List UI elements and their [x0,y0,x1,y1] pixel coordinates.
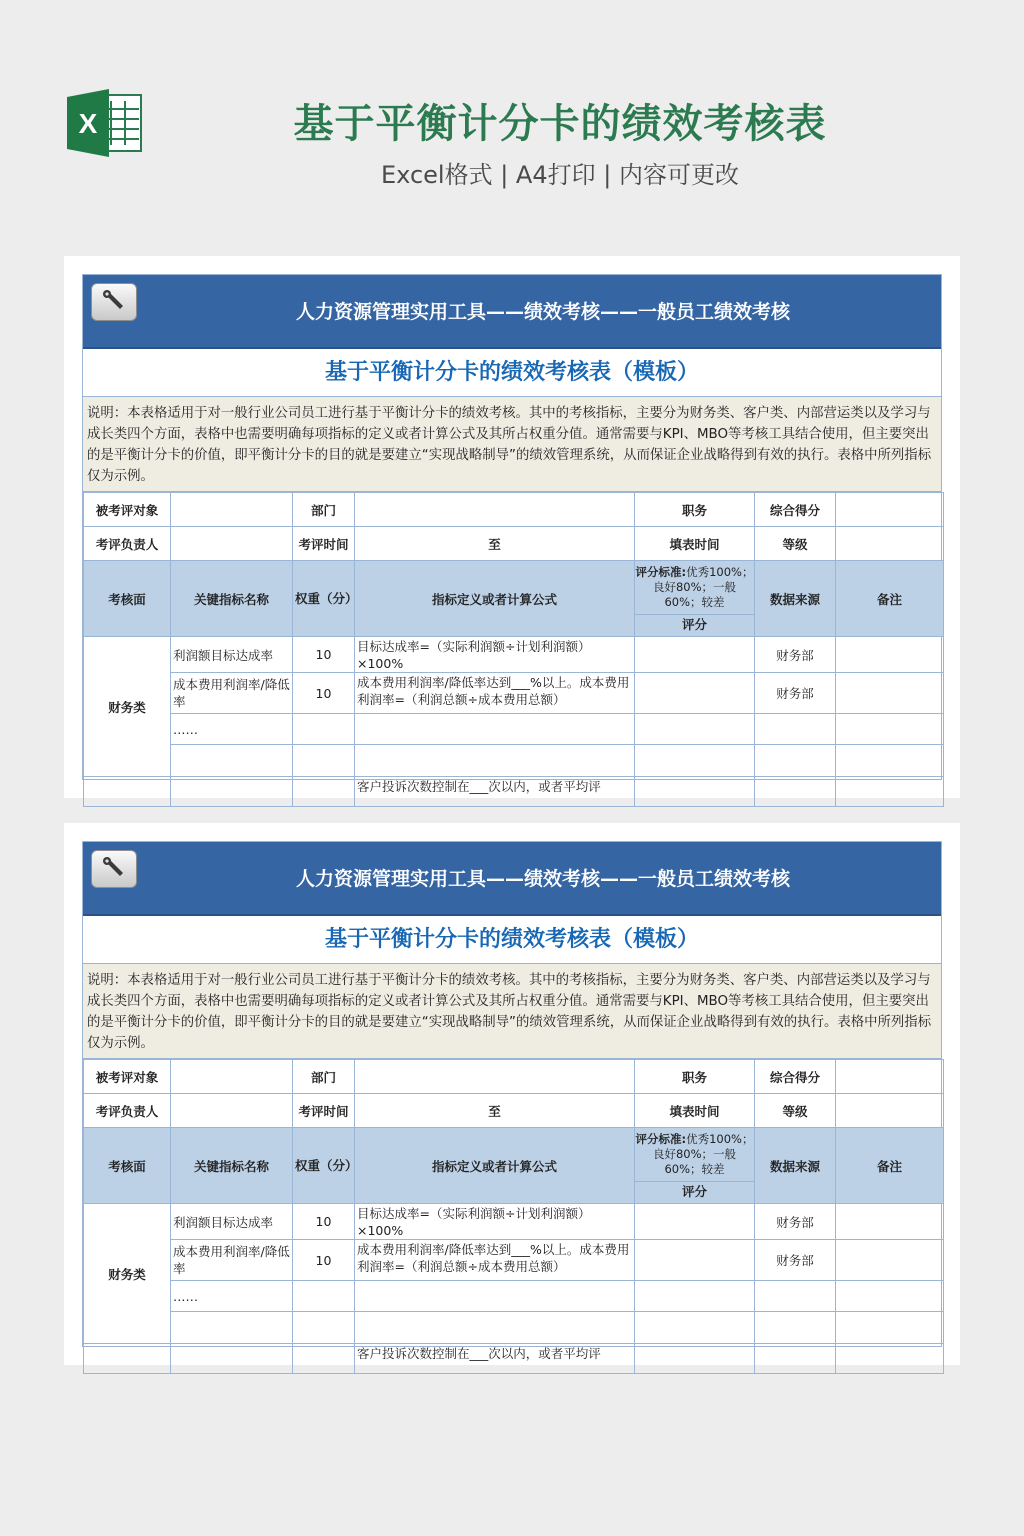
kpi-source [755,745,836,777]
kpi-source: 财务部 [755,1240,836,1281]
standard-cell [635,1130,754,1182]
label-period: 考评时间 [293,1094,355,1128]
col-score: 评分 [681,616,707,632]
standard-label: 评分标准: [635,564,687,579]
label-dept: 部门 [293,1060,355,1094]
kpi-name: 利润额目标达成率 [171,1204,293,1240]
kpi-formula [355,745,635,777]
kpi-formula: 成本费用利润率/降低率达到___%以上。成本费用利润率=（利润总额÷成本费用总额） [355,1240,635,1281]
col-weight: 权重（分） [293,1128,355,1204]
evaluatee-value[interactable] [171,493,293,527]
sheet-heading: 基于平衡计分卡的绩效考核表（模板） [83,916,941,964]
dept-value[interactable] [355,493,635,527]
score-cell[interactable] [635,673,755,714]
kpi-weight [293,745,355,777]
kpi-name: 利润额目标达成率 [171,637,293,673]
kpi-formula [355,714,635,745]
kpi-source: 财务部 [755,637,836,673]
label-position: 职务 [635,1060,755,1094]
col-kpi: 关键指标名称 [171,1128,293,1204]
remark-cell[interactable] [836,714,944,745]
total-score-value[interactable] [836,493,944,527]
wrench-icon [91,850,137,888]
evaluator-value[interactable] [171,1094,293,1128]
total-score-value[interactable] [836,1060,944,1094]
kpi-source [755,714,836,745]
evaluator-value[interactable] [171,527,293,561]
grade-value[interactable] [836,527,944,561]
kpi-weight: 10 [293,1204,355,1240]
kpi-source [755,1344,836,1374]
kpi-weight [293,1312,355,1344]
page-subtitle: Excel格式 | A4打印 | 内容可更改 [381,161,739,189]
kpi-formula-clipped: 客户投诉次数控制在___次以内，或者平均评 [355,777,635,807]
label-grade: 等级 [755,1094,836,1128]
kpi-weight: 10 [293,637,355,673]
label-fill-date: 填表时间 [635,527,755,561]
col-definition: 指标定义或者计算公式 [355,561,635,637]
kpi-formula: 成本费用利润率/降低率达到___%以上。成本费用利润率=（利润总额÷成本费用总额） [355,673,635,714]
kpi-weight [293,1344,355,1374]
kpi-name [171,745,293,777]
remark-cell[interactable] [836,1240,944,1281]
aspect-finance: 财务类 [84,637,171,777]
svg-text:X: X [78,108,98,139]
score-cell[interactable] [635,1344,755,1374]
kpi-table [83,492,944,807]
col-remark: 备注 [836,561,944,637]
kpi-name: …… [171,1281,293,1312]
label-total-score: 综合得分 [755,493,836,527]
label-to: 至 [355,527,635,561]
remark-cell[interactable] [836,637,944,673]
page-title: 基于平衡计分卡的绩效考核表 [293,101,827,147]
wrench-icon [91,283,137,321]
aspect-next [84,1344,171,1374]
sheet-description: 说明：本表格适用于对一般行业公司员工进行基于平衡计分卡的绩效考核。其中的考核指标，主要分为财务类、客户类、内部营运类以及学习与成长类四个方面，表格中也需要明确每项指标的定义或者计算公式及其所占权重分值。通常需要与KPI、MBO等考核工具结合使用，但主要突出的是平衡计分卡的价值，即平衡计分卡的目的就是要建立“实现战略制导”的绩效管理系统，从而保证企业战略得到有效的执行。表格中所列指标仅为示例。 [83,964,941,1059]
kpi-name: 成本费用利润率/降低率 [171,673,293,714]
remark-cell[interactable] [836,1344,944,1374]
remark-cell[interactable] [836,1204,944,1240]
dept-value[interactable] [355,1060,635,1094]
excel-file-icon [67,89,143,157]
kpi-source: 财务部 [755,1204,836,1240]
label-dept: 部门 [293,493,355,527]
col-source: 数据来源 [755,561,836,637]
score-cell[interactable] [635,1281,755,1312]
standard-text: 优秀100%；良好80%；一般60%；较差 [652,1131,754,1176]
preview-card-2 [64,823,960,1365]
kpi-formula [355,1312,635,1344]
col-aspect: 考核面 [84,1128,171,1204]
col-standard [635,1128,755,1204]
label-period: 考评时间 [293,527,355,561]
kpi-formula: 目标达成率=（实际利润额÷计划利润额）×100% [355,637,635,673]
col-kpi: 关键指标名称 [171,561,293,637]
kpi-source [755,777,836,807]
aspect-finance: 财务类 [84,1204,171,1344]
banner-title: 人力资源管理实用工具——绩效考核——一般员工绩效考核 [295,868,790,890]
remark-cell[interactable] [836,1312,944,1344]
kpi-weight [293,777,355,807]
remark-cell[interactable] [836,1281,944,1312]
remark-cell[interactable] [836,777,944,807]
standard-cell [635,563,754,615]
col-definition: 指标定义或者计算公式 [355,1128,635,1204]
label-to: 至 [355,1094,635,1128]
kpi-table [83,1059,944,1374]
col-source: 数据来源 [755,1128,836,1204]
kpi-name [171,777,293,807]
page-header [0,0,1024,240]
col-standard [635,561,755,637]
evaluatee-value[interactable] [171,1060,293,1094]
score-cell[interactable] [635,714,755,745]
kpi-source [755,1312,836,1344]
remark-cell[interactable] [836,745,944,777]
sheet-description: 说明：本表格适用于对一般行业公司员工进行基于平衡计分卡的绩效考核。其中的考核指标，主要分为财务类、客户类、内部营运类以及学习与成长类四个方面，表格中也需要明确每项指标的定义或者计算公式及其所占权重分值。通常需要与KPI、MBO等考核工具结合使用，但主要突出的是平衡计分卡的价值，即平衡计分卡的目的就是要建立“实现战略制导”的绩效管理系统，从而保证企业战略得到有效的执行。表格中所列指标仅为示例。 [83,397,941,492]
aspect-next [84,777,171,807]
label-evaluatee: 被考评对象 [84,493,171,527]
score-cell[interactable] [635,777,755,807]
kpi-weight [293,1281,355,1312]
label-position: 职务 [635,493,755,527]
col-aspect: 考核面 [84,561,171,637]
col-remark: 备注 [836,1128,944,1204]
kpi-name: 成本费用利润率/降低率 [171,1240,293,1281]
label-evaluator: 考评负责人 [84,527,171,561]
label-evaluatee: 被考评对象 [84,1060,171,1094]
col-weight: 权重（分） [293,561,355,637]
standard-label: 评分标准: [635,1131,687,1146]
standard-text: 优秀100%；良好80%；一般60%；较差 [652,564,754,609]
kpi-name [171,1312,293,1344]
kpi-source [755,1281,836,1312]
kpi-formula: 目标达成率=（实际利润额÷计划利润额）×100% [355,1204,635,1240]
sheet-banner [83,842,941,916]
score-cell[interactable] [635,1204,755,1240]
score-cell[interactable] [635,745,755,777]
kpi-weight: 10 [293,673,355,714]
kpi-weight [293,714,355,745]
label-total-score: 综合得分 [755,1060,836,1094]
kpi-formula [355,1281,635,1312]
remark-cell[interactable] [836,673,944,714]
sheet-heading: 基于平衡计分卡的绩效考核表（模板） [83,349,941,397]
label-grade: 等级 [755,527,836,561]
score-cell[interactable] [635,1240,755,1281]
kpi-name: …… [171,714,293,745]
col-score: 评分 [681,1183,707,1199]
spreadsheet-preview [82,274,942,794]
sheet-banner [83,275,941,349]
kpi-weight: 10 [293,1240,355,1281]
label-fill-date: 填表时间 [635,1094,755,1128]
preview-card-1 [64,256,960,798]
kpi-source: 财务部 [755,673,836,714]
kpi-formula-clipped: 客户投诉次数控制在___次以内，或者平均评 [355,1344,635,1374]
score-cell[interactable] [635,637,755,673]
spreadsheet-preview [82,841,942,1361]
banner-title: 人力资源管理实用工具——绩效考核——一般员工绩效考核 [295,301,790,323]
kpi-name [171,1344,293,1374]
grade-value[interactable] [836,1094,944,1128]
score-cell[interactable] [635,1312,755,1344]
label-evaluator: 考评负责人 [84,1094,171,1128]
